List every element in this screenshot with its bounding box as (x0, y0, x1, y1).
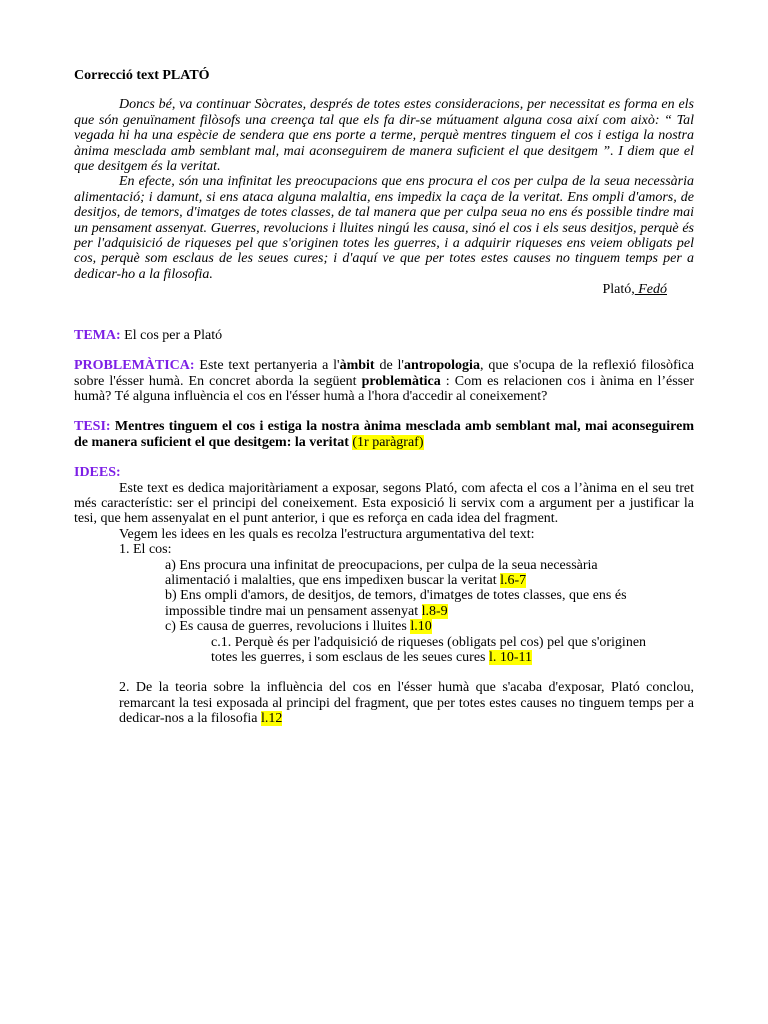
idees-label: IDEES: (74, 465, 121, 481)
idea-1a-reference-highlight: l.6-7 (500, 572, 527, 588)
idea-1a-line-2 (165, 573, 694, 588)
tesi-section (74, 419, 694, 450)
idea-1c-text: c) Es causa de guerres, revolucions i lluites (165, 619, 411, 635)
document-title: Correcció text PLATÓ (74, 68, 210, 83)
idea-2-reference-highlight: l.12 (261, 711, 283, 727)
problematica-label: PROBLEMÀTICA: (74, 358, 195, 374)
problematica-text-4: : Com es relacionen cos i ànima en l’ésser humà? Té alguna influència el cos en l'ésser humà a l'hora d'accedir al coneixement? (74, 373, 694, 404)
idea-1c-line (165, 619, 694, 634)
problematica-text-2: de l' (374, 358, 404, 374)
idea-1c1-line-2 (211, 650, 694, 665)
attribution-author: Plató, (602, 282, 635, 298)
tesi-reference-highlight: (1r paràgraf) (352, 434, 424, 450)
document-page (74, 68, 694, 727)
idea-1-label: 1. El cos: (119, 542, 172, 558)
tema-text: El cos per a Plató (120, 327, 223, 343)
problematica-keyword-problematica: problemàtica (361, 373, 441, 389)
idea-1a-line-1: a) Ens procura una infinitat de preocupacions, per culpa de la seua necessària (165, 557, 598, 573)
idea-1a-text: alimentació i malalties, que ens impedixen buscar la veritat (165, 572, 501, 588)
idea-1c1-reference-highlight: l. 10-11 (488, 650, 533, 665)
idea-2-text: 2. De la teoria sobre la influència del cos en l'ésser humà que s'acaba d'exposar, Plató conclou, remarcant la tesi exposada al principi del fragment, que per totes estes causes no tinguem temps per a dedicar-nos a la filosofia (119, 680, 694, 727)
idea-1c1-line-1: c.1. Perquè és per l'adquisició de riqueses (obligats pel cos) pel que s'originen (211, 634, 647, 650)
idea-1c1-text: totes les guerres, i som esclaus de les seues cures (211, 650, 489, 665)
tema-label: TEMA: (74, 327, 121, 343)
attribution-work: Fedó (634, 282, 667, 298)
quote-paragraph-2: En efecte, són una infinitat les preocupacions que ens procura el cos per culpa de la seua necessària alimentació; i damunt, si ens ataca alguna malaltia, ens impedix la caça de la veritat. Ens ompli d'amors, de desitjos, de temors, d'imatges de totes classes, de tal manera que per culpa seua no ens és possible tindre mai un pensament assenyat. Guerres, revolucions i lluites ningú les causa, sinó el cos i els seus desitjos, perquè és per l'adquisició de riqueses pel que s'originen totes les guerres, i a adquirir riqueses ens veiem obligats pel cos, perquè som esclaus de les seues cures; i d'aquí ve que per totes estes causes no tinguem temps per a dedicar-ho a la filosofia. (74, 174, 694, 282)
quoted-text (74, 97, 694, 282)
idees-intro: Este text es dedica majoritàriament a exposar, segons Plató, com afecta el cos a l’ànima en el seu tret més característic: ser el principi del coneixement. Esta exposició li servix com a argument per a justificar la tesi, que hem assenyalat en el punt anterior, i que es reforça en cada idea del fragment. (74, 480, 694, 527)
tesi-text: Mentres tinguem el cos i estiga la nostra ànima mesclada amb semblant mal, mai aconseguirem de manera suficient el que desitgem: la veritat (74, 419, 694, 450)
idea-1b-line-1: b) Ens ompli d'amors, de desitjos, de temors, d'imatges de totes classes, que ens és (165, 588, 627, 604)
idea-1c-reference-highlight: l.10 (410, 619, 432, 635)
problematica-text-1: Este text pertanyeria a l' (194, 358, 340, 374)
tema-section (74, 328, 694, 343)
idea-1b-line-2 (165, 604, 694, 619)
idea-2 (119, 680, 694, 726)
quote-paragraph-1: Doncs bé, va continuar Sòcrates, després de totes estes consideracions, per necessitat es forma en els que són genuïnament filòsofs una creença tal que els fa dir-se mútuament alguna cosa així com això: “ Tal vegada hi ha una espècie de sendera que ens porte a terme, perquè mentres tinguem el cos i estiga la nostra ànima mesclada amb semblant mal, mai aconseguirem de manera suficient el que desitgem ”. I diem que el que desitgem és la veritat. (74, 97, 694, 175)
idea-1b-reference-highlight: l.8-9 (421, 603, 448, 619)
idees-section (74, 465, 694, 727)
idees-heading (74, 465, 694, 480)
problematica-section (74, 358, 694, 404)
idea-1b-text: impossible tindre mai un pensament assenyat (165, 603, 422, 619)
problematica-keyword-antropologia: antropologia (403, 358, 480, 374)
problematica-text-3: , que s'ocupa de la reflexió filosòfica sobre l'ésser humà. En concret aborda la següent (74, 358, 694, 389)
tesi-label: TESI: (74, 419, 111, 435)
idees-vegem: Vegem les idees en les quals es recolza l'estructura argumentativa del text: (119, 526, 535, 542)
quote-attribution (74, 282, 667, 297)
problematica-keyword-ambit: àmbit (339, 358, 375, 374)
